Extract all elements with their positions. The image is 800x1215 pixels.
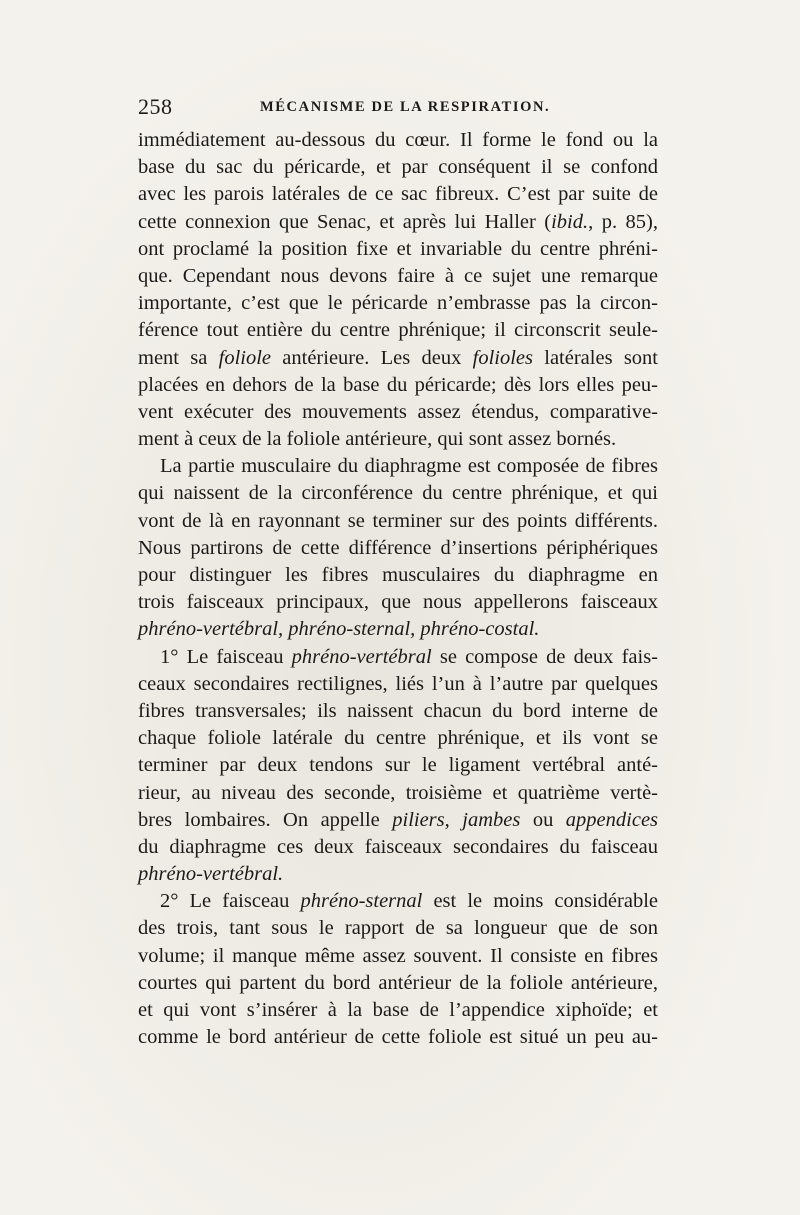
text-line: ment à ceux de la foliole antérieure, qui sont assez bornés. [138,428,617,451]
text-line: courtes qui partent du bord antérieur de la foliole antérieure, [138,971,658,994]
text-line: cette connexion que Senac, et après lui Haller (ibid., p. 85), [138,210,658,233]
running-title: MÉCANISME DE LA RESPIRATION. [260,99,551,115]
text-line: phréno-vertébral, phréno-sternal, phréno-costal. [138,618,540,641]
text-line: base du sac du péricarde, et par conséquent il se confond [138,156,658,179]
text-line: terminer par deux tendons sur le ligament vertébral anté- [138,754,658,777]
text-line: vont de là en rayonnant se terminer sur des points différents. [138,509,658,532]
text-line: du diaphragme ces deux faisceaux secondaires du faisceau [138,835,658,858]
body-text [138,127,658,1051]
page-header [138,94,658,126]
text-line: férence tout entière du centre phrénique; il circonscrit seule- [138,319,658,342]
text-line: pour distinguer les fibres musculaires du diaphragme en [138,564,658,586]
text-line: trois faisceaux principaux, que nous appellerons faisceaux [138,591,658,614]
text-line: avec les parois latérales de ce sac fibreux. C’est par suite de [138,183,658,206]
text-line: phréno-vertébral. [138,863,284,886]
text-line: importante, c’est que le péricarde n’embrasse pas la circon- [138,292,658,315]
text-line: rieur, au niveau des seconde, troisième et quatrième vertè- [138,781,658,804]
page-number: 258 [138,94,173,119]
text-line: immédiatement au-dessous du cœur. Il forme le fond ou la [138,129,658,151]
text-line: chaque foliole latérale du centre phrénique, et ils vont se [138,727,658,750]
text-line: bres lombaires. On appelle piliers, jambes ou appendices [138,808,659,831]
text-line: volume; il manque même assez souvent. Il consiste en fibres [138,944,658,967]
paragraph-start-line: 2° Le faisceau phréno-sternal est le moins considérable [160,890,659,913]
text-line: ceaux secondaires rectilignes, liés l’un à l’autre par quelques [138,672,658,695]
text-line: ont proclamé la position fixe et invariable du centre phréni- [138,237,658,260]
text-line: que. Cependant nous devons faire à ce sujet une remarque [138,264,658,287]
text-line: ment sa foliole antérieure. Les deux folioles latérales sont [138,346,658,369]
text-line: des trois, tant sous le rapport de sa longueur que de son [138,917,658,940]
paragraph-start-line: 1° Le faisceau phréno-vertébral se compose de deux fais- [160,645,658,668]
text-line: Nous partirons de cette différence d’insertions périphériques [138,536,658,559]
text-line: et qui vont s’insérer à la base de l’appendice xiphoïde; et [138,999,658,1021]
text-line: qui naissent de la circonférence du centre phrénique, et qui [138,482,658,505]
text-line: placées en dehors de la base du péricarde; dès lors elles peu- [138,373,658,396]
text-line: fibres transversales; ils naissent chacun du bord interne de [138,699,658,722]
paragraph-start-line: La partie musculaire du diaphragme est composée de fibres [160,455,658,478]
text-line: comme le bord antérieur de cette foliole est situé un peu au- [138,1026,658,1049]
text-line: vent exécuter des mouvements assez étendus, comparative- [138,400,658,423]
